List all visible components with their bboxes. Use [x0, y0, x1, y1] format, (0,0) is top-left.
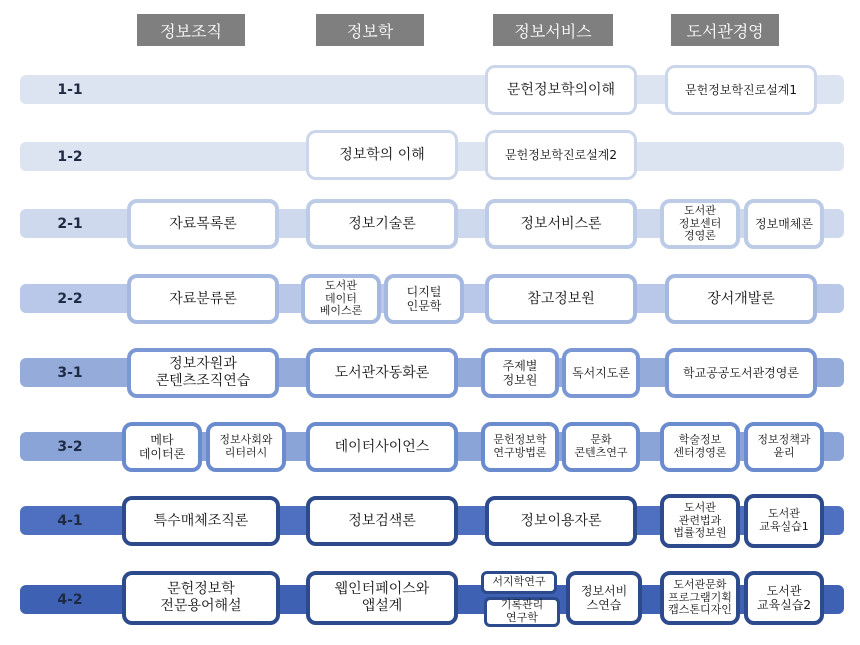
header-information-service: 정보서비스: [493, 14, 613, 46]
course-box: 도서관 데이터 베이스론: [301, 274, 381, 324]
level-label: 2-1: [57, 215, 83, 232]
course-box: 자료목록론: [127, 199, 279, 249]
course-box: 도서관문화 프로그램기획 캡스톤디자인: [660, 571, 740, 625]
course-box: 도서관 정보센터 경영론: [660, 199, 740, 249]
header-information-organization: 정보조직: [137, 14, 245, 46]
level-label: 2-2: [57, 290, 83, 307]
course-box: 메타 데이터론: [122, 422, 202, 472]
course-box: 서지학연구: [481, 571, 557, 594]
course-box: 정보자원과 콘텐츠조직연습: [127, 348, 279, 398]
course-box: 주제별 정보원: [481, 348, 559, 398]
course-box: 문헌정보학진로설계2: [485, 130, 637, 180]
course-box: 자료분류론: [127, 274, 279, 324]
level-label: 4-2: [57, 591, 83, 608]
course-box: 문화 콘텐츠연구: [562, 422, 640, 472]
course-box: 특수매체조직론: [122, 496, 280, 546]
course-box: 문헌정보학의이해: [485, 65, 637, 115]
course-box: 도서관 관련법과 법률정보원: [660, 494, 740, 548]
course-box: 정보기술론: [306, 199, 458, 249]
course-box: 학술정보 센터경영론: [660, 422, 740, 472]
course-box: 정보서비 스연습: [566, 571, 642, 625]
header-library-management: 도서관경영: [671, 14, 779, 46]
course-box: 정보매체론: [744, 199, 824, 249]
course-box: 데이터사이언스: [306, 422, 458, 472]
course-box: 정보검색론: [306, 496, 458, 546]
course-box: 기록관리 연구학: [484, 597, 560, 627]
course-box: 문헌정보학 전문용어해설: [122, 571, 280, 625]
course-box: 정보학의 이해: [306, 130, 458, 180]
header-information-science: 정보학: [316, 14, 424, 46]
level-label: 1-1: [57, 81, 83, 98]
course-box: 학교공공도서관경영론: [665, 348, 817, 398]
course-box: 도서관 교육실습1: [744, 494, 824, 548]
course-box: 정보이용자론: [485, 496, 637, 546]
course-box: 정보사회와 리터러시: [206, 422, 286, 472]
level-label: 3-1: [57, 364, 83, 381]
course-box: 참고정보원: [485, 274, 637, 324]
level-label: 3-2: [57, 438, 83, 455]
course-box: 문헌정보학진로설계1: [665, 65, 817, 115]
course-box: 도서관 교육실습2: [744, 571, 824, 625]
course-box: 디지털 인문학: [384, 274, 464, 324]
course-box: 웹인터페이스와 앱설계: [306, 571, 458, 625]
course-box: 정보정책과 윤리: [744, 422, 824, 472]
course-box: 독서지도론: [562, 348, 640, 398]
course-box: 문헌정보학 연구방법론: [481, 422, 559, 472]
course-box: 장서개발론: [665, 274, 817, 324]
level-label: 4-1: [57, 512, 83, 529]
course-box: 도서관자동화론: [306, 348, 458, 398]
course-box: 정보서비스론: [485, 199, 637, 249]
level-label: 1-2: [57, 148, 83, 165]
